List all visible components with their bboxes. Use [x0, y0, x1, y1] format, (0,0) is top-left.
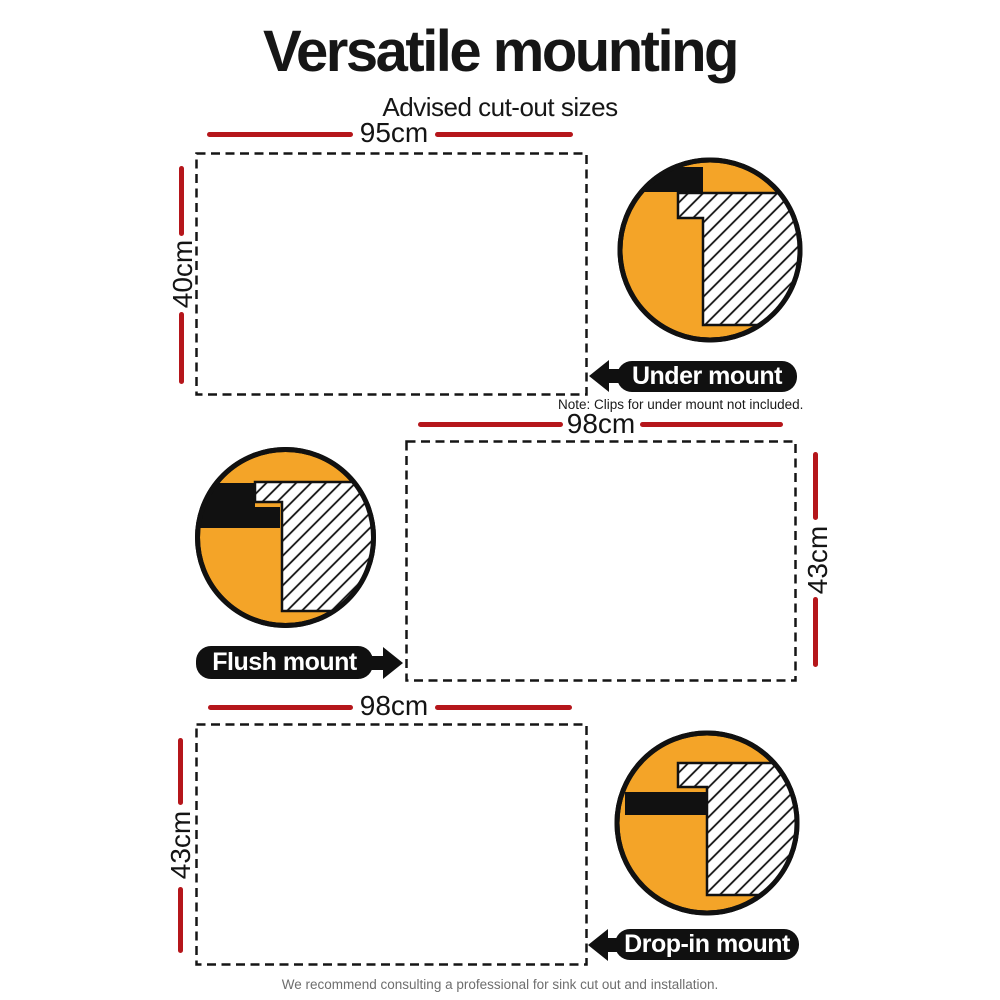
mount-type-badge-under	[617, 361, 797, 392]
cutout-rectangle-drop-in-mount	[195, 723, 588, 966]
width-dimension-label: 98cm	[359, 690, 429, 721]
mount-type-badge-flush	[196, 646, 373, 679]
dim-line-red	[207, 132, 353, 137]
height-dimension-label: 40cm	[167, 239, 198, 309]
dim-line-red	[640, 422, 783, 427]
mount-type-badge-drop-in	[615, 929, 799, 960]
dim-line-red	[208, 705, 353, 710]
under-mount-cross-section-icon	[615, 155, 805, 345]
height-dimension-label: 43cm	[165, 810, 196, 880]
sink-rim-shape	[625, 792, 706, 815]
mount-type-label: Flush mount	[212, 648, 357, 676]
dim-line-red	[435, 705, 572, 710]
sink-rim-shape	[615, 167, 703, 192]
cutout-rectangle-flush-mount	[405, 440, 797, 682]
arrow-right-icon	[369, 646, 403, 680]
under-mount-note: Note: Clips for under mount not included.	[558, 397, 804, 412]
page-subtitle: Advised cut-out sizes	[382, 92, 618, 122]
dim-line-red	[179, 312, 184, 384]
mount-type-label: Drop-in mount	[624, 930, 790, 958]
cutout-rectangle-under-mount	[195, 152, 588, 396]
mount-type-label: Under mount	[631, 362, 783, 390]
flush-mount-cross-section-icon	[193, 445, 378, 630]
page-title: Versatile mounting	[263, 19, 737, 84]
dim-line-red	[178, 887, 183, 953]
dim-line-red	[435, 132, 573, 137]
width-dimension-label: 95cm	[359, 117, 429, 148]
dim-line-red	[418, 422, 563, 427]
disclaimer-text: We recommend consulting a professional for sink cut out and installation.	[281, 977, 719, 992]
dim-line-red	[813, 597, 818, 667]
width-dimension-label: 98cm	[566, 408, 636, 439]
drop-in-mount-cross-section-icon	[612, 728, 802, 918]
height-dimension-label: 43cm	[802, 525, 833, 595]
